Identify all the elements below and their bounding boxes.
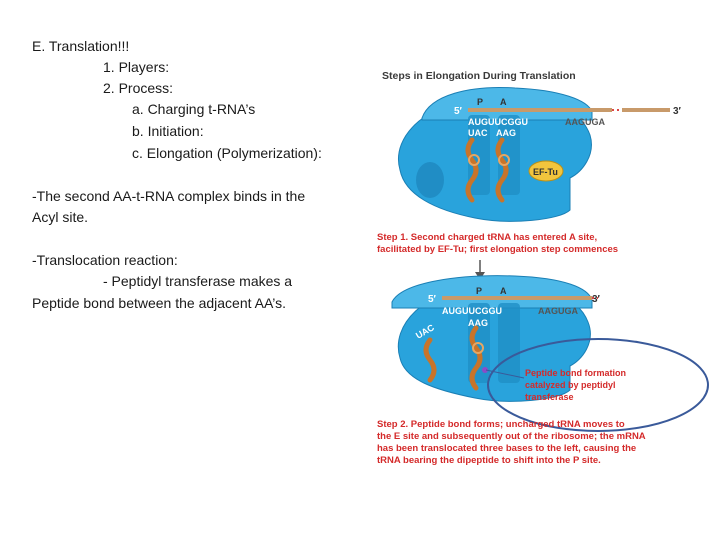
- five-prime-label-1: 5′: [454, 106, 462, 117]
- step2-caption-line2: the E site and subsequently out of the ribosome; the mRNA: [377, 431, 646, 442]
- outline-sub-charging: a. Charging t-RNA’s: [132, 101, 256, 117]
- body-para2-line3: Peptide bond between the adjacent AA’s.: [32, 295, 287, 311]
- anticodon-e-step2: UAC: [413, 322, 436, 341]
- step2-caption-line3: has been translocated three bases to the left, causing the: [377, 443, 637, 454]
- downstream-step2: AAGUGA: [538, 306, 578, 316]
- figure-title: Steps in Elongation During Translation: [382, 70, 576, 82]
- a-site-label-2: A: [500, 286, 507, 296]
- elongation-figure: [360, 60, 720, 480]
- step1-caption-line1: Step 1. Second charged tRNA has entered A site,: [377, 232, 598, 243]
- body-para1-line2: Acyl site.: [32, 209, 89, 225]
- body-para1-line1: -The second AA-t-RNA complex binds in the: [32, 188, 306, 204]
- callout-line2: catalyzed by peptidyl: [525, 380, 616, 390]
- outline-item-players: 1. Players:: [103, 59, 170, 75]
- callout-line1: Peptide bond formation: [525, 368, 626, 378]
- three-prime-label-2: 3′: [592, 294, 600, 305]
- p-site-label-2: P: [476, 286, 483, 296]
- a-site-label-1: A: [500, 97, 507, 107]
- downstream-step1: AAGUGA: [565, 117, 605, 127]
- step2-caption-line4: tRNA bearing the dipeptide to shift into the P site.: [377, 455, 601, 466]
- outline-sub-elongation: c. Elongation (Polymerization):: [132, 145, 322, 161]
- step2-caption-line1: Step 2. Peptide bond forms; uncharged tRNA moves to: [377, 419, 625, 430]
- body-para2-line1: -Translocation reaction:: [32, 252, 178, 268]
- step1-caption-line2: facilitated by EF-Tu; first elongation step commences: [377, 244, 619, 255]
- p-site-label-1: P: [477, 97, 484, 107]
- body-para2-line2: - Peptidyl transferase makes a: [103, 273, 293, 289]
- anticodon-p-step1: UAC: [468, 128, 488, 138]
- outline-sub-initiation: b. Initiation:: [132, 123, 204, 139]
- ef-tu-label: EF-Tu: [533, 167, 558, 177]
- codons-step1: AUGUUCGGU: [468, 117, 528, 127]
- anticodon-p-step2: AAG: [468, 318, 488, 328]
- callout-line3: transferase: [525, 392, 574, 402]
- five-prime-label-2: 5′: [428, 294, 436, 305]
- outline-item-process: 2. Process:: [103, 80, 174, 96]
- outline-heading: E. Translation!!!: [32, 38, 130, 54]
- anticodon-a-step1: AAG: [496, 128, 516, 138]
- ef-tu: [529, 161, 563, 181]
- ribosome-step1: [398, 87, 592, 221]
- codons-step2: AUGUUCGGU: [442, 306, 502, 316]
- three-prime-label-1: 3′: [673, 106, 681, 117]
